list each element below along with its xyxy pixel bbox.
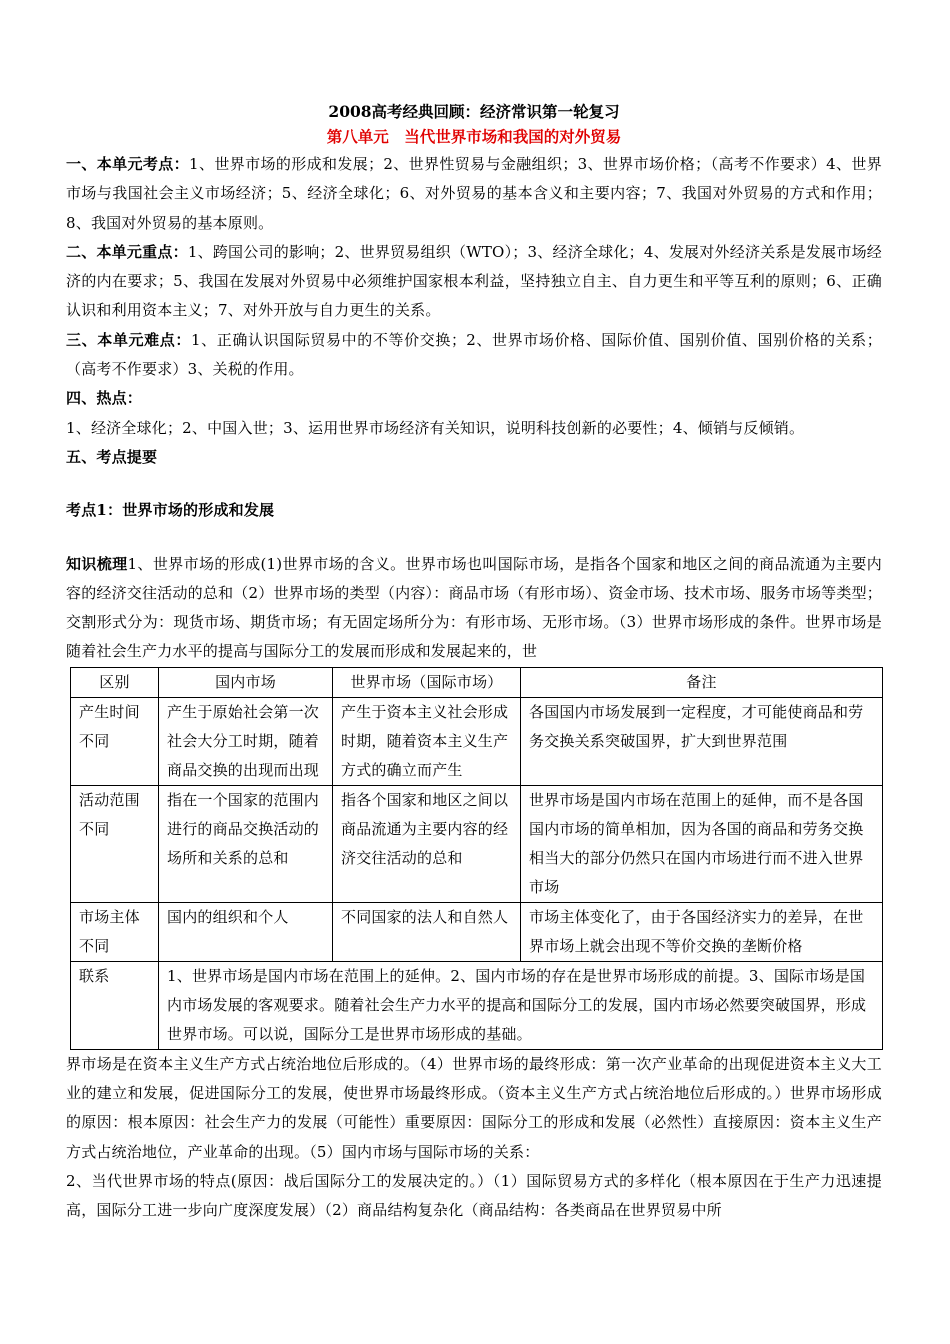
spacer <box>66 472 882 496</box>
table-cell: 产生于原始社会第一次社会大分工时期，随着商品交换的出现而出现 <box>159 697 333 785</box>
table-row <box>71 697 883 785</box>
section-hot-topics-heading: 四、热点： <box>66 389 143 408</box>
table-row <box>71 785 883 902</box>
document-page <box>66 100 882 1226</box>
unit-subtitle: 第八单元 当代世界市场和我国的对外贸易 <box>326 127 622 146</box>
table-row <box>71 902 883 961</box>
after-table-paragraph: 界市场是在资本主义生产方式占统治地位后形成的。（4）世界市场的最终形成：第一次产业革命的出现促进资本主义大工业的建立和发展，促进国际分工的发展，使世界市场最终形成。（资本主义生产方式占统治地位后形成的。）世界市场形成的原因：根本原因：社会生产力的发展（可能性）重要原因：国际分工的形成和发展（必然性）直接原因：资本主义生产方式占统治地位，产业革命的出现。（5）国内市场与国际市场的关系： <box>66 1054 882 1161</box>
table-cell: 市场主体变化了，由于各国经济实力的差异，在世界市场上就会出现不等价交换的垄断价格 <box>521 902 883 961</box>
section-text: 1、世界市场的形成和发展；2、世界性贸易与金融组织；3、世界市场价格；（高考不作要求）4、世界市场与我国社会主义市场经济；5、经济全球化；6、对外贸易的基本含义和主要内容；7、我国对外贸易的方式和作用；8、我国对外贸易的基本原则。 <box>66 155 882 232</box>
section-text: 1、跨国公司的影响；2、世界贸易组织（WTO）；3、经济全球化；4、发展对外经济关系是发展市场经济的内在要求；5、我国在发展对外贸易中必须维护国家根本利益，坚持独立自主、自力更生和平等互利的原则；6、正确认识和利用资本主义；7、对外开放与自力更生的关系。 <box>66 242 882 320</box>
point1-heading: 考点1：世界市场的形成和发展 <box>66 501 275 520</box>
table-header-cell: 备注 <box>521 667 883 697</box>
table-cell: 指各个国家和地区之间以商品流通为主要内容的经济交往活动的总和 <box>333 785 521 902</box>
knowledge-paragraph <box>66 550 882 667</box>
table-row-relation <box>71 961 883 1049</box>
section-key-points <box>66 238 882 326</box>
knowledge-text: 1、世界市场的形成(1)世界市场的含义。世界市场也叫国际市场，是指各个国家和地区之间的商品流通为主要内容的经济交往活动的总和（2）世界市场的类型（内容）：商品市场（有形市场）、资金市场、技术市场、服务市场等类型；交割形式分为：现货市场、期货市场；有无固定场所分为：有形市场、无形市场。（3）世界市场形成的条件。世界市场是随着社会生产力水平的提高与国际分工的发展而形成和发展起来的，世 <box>66 554 882 661</box>
point2-paragraph: 2、当代世界市场的特点(原因：战后国际分工的发展决定的。）（1）国际贸易方式的多样化（根本原因在于生产力迅速提高，国际分工进一步向广度深度发展）（2）商品结构复杂化（商品结构：各类商品在世界贸易中所 <box>66 1171 882 1220</box>
section-text: 1、正确认识国际贸易中的不等价交换；2、世界市场价格、国际价值、国别价值、国别价格的关系；（高考不作要求）3、关税的作用。 <box>66 330 883 379</box>
table-cell: 国内的组织和个人 <box>159 902 333 961</box>
table-header-row <box>71 667 883 697</box>
table-cell: 不同国家的法人和自然人 <box>333 902 521 961</box>
document-title: 2008高考经典回顾：经济常识第一轮复习 <box>328 102 620 121</box>
table-cell: 各国国内市场发展到一定程度，才可能使商品和劳务交换关系突破国界，扩大到世界范围 <box>521 697 883 785</box>
table-cell: 产生于资本主义社会形成时期，随着资本主义生产方式的确立而产生 <box>333 697 521 785</box>
market-comparison-table <box>70 667 883 1050</box>
table-header-cell: 国内市场 <box>159 667 333 697</box>
section-summary-heading: 五、考点提要 <box>66 447 158 466</box>
table-header-cell: 世界市场（国际市场） <box>333 667 521 697</box>
table-header-cell: 区别 <box>71 667 159 697</box>
table-cell: 产生时间不同 <box>71 697 159 785</box>
table-cell: 活动范围不同 <box>71 785 159 902</box>
section-label: 三、本单元难点： <box>66 330 191 349</box>
section-hot-topics-text: 1、经济全球化；2、中国入世；3、运用世界市场经济有关知识，说明科技创新的必要性；4、倾销与反倾销。 <box>66 418 805 437</box>
section-exam-points <box>66 150 882 238</box>
table-cell: 指在一个国家的范围内进行的商品交换活动的场所和关系的总和 <box>159 785 333 902</box>
spacer <box>66 526 882 550</box>
table-cell: 世界市场是国内市场在范围上的延伸，而不是各国国内市场的简单相加，因为各国的商品和劳务交换相当大的部分仍然只在国内市场进行而不进入世界市场 <box>521 785 883 902</box>
table-cell: 联系 <box>71 961 159 1049</box>
table-cell: 1、世界市场是国内市场在范围上的延伸。2、国内市场的存在是世界市场形成的前提。3、国际市场是国内市场发展的客观要求。随着社会生产力水平的提高和国际分工的发展，国内市场必然要突破国界，形成世界市场。可以说，国际分工是世界市场形成的基础。 <box>159 961 883 1049</box>
section-label: 二、本单元重点： <box>66 242 188 261</box>
knowledge-label: 知识梳理 <box>66 554 128 573</box>
section-label: 一、本单元考点： <box>66 155 190 173</box>
table-cell: 市场主体不同 <box>71 902 159 961</box>
section-difficulties <box>66 326 882 385</box>
